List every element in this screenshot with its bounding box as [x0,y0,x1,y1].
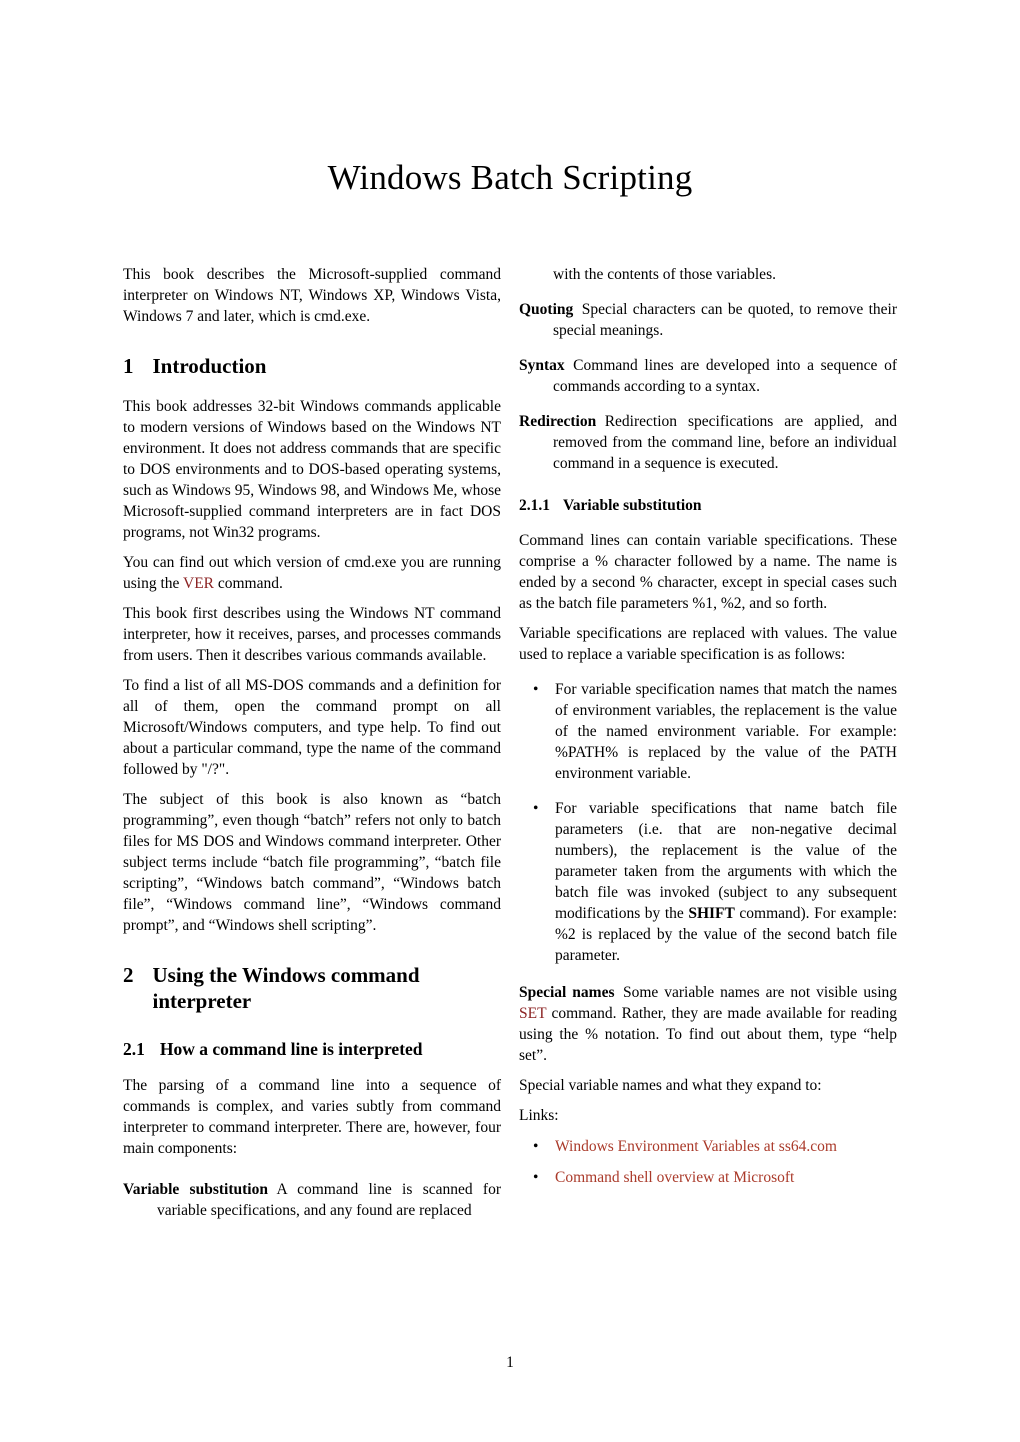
paragraph: This book first describes using the Windows NT command interpreter, how it receives, parses, and processes commands from users. Then it describes various commands available. [123,605,501,664]
subsection-title: How a command line is interpreted [159,1039,423,1059]
definition-term: Variable substitution [123,1181,268,1198]
paragraph: Links: [519,1107,559,1124]
definition-item-special-names [519,982,897,1066]
paragraph: This book addresses 32-bit Windows commands applicable to modern versions of Windows based on the Windows NT environment. It does not address commands that are specific to DOS environments and to DOS-based operating systems, such as Windows 95, Windows 98, and Windows Me, whose Microsoft-supplied command interpreters are in fact DOS programs, not Win32 programs. [123,398,501,541]
document-title: Windows Batch Scripting [327,158,693,197]
set-command-link[interactable]: SET [519,1005,547,1022]
bullet-icon: • [533,800,539,817]
definition-text: A command line is scanned for variable specifications, and any found are replaced [157,1181,501,1219]
section-heading-using-interpreter [123,962,501,1014]
bullet-icon: • [533,1169,539,1186]
paragraph: Command lines can contain variable specifications. These comprise a % character followed by a name. The name is ended by a second % character, except in special cases such as the batch file parameters %1, %2, and so forth. [519,532,897,612]
subsection-number: 2.1 [123,1039,145,1059]
ss64-environment-variables-link[interactable]: Windows Environment Variables at ss64.com [555,1138,837,1155]
bullet-icon: • [533,681,539,698]
definition-term: Syntax [519,357,565,374]
definition-term: Redirection [519,413,597,430]
definition-item-redirection [519,411,897,474]
paragraph: The parsing of a command line into a sequence of commands is complex, and varies subtly from command interpreter to command interpreter. There are, however, four main components: [123,1077,501,1157]
intro-paragraph: This book describes the Microsoft-supplied command interpreter on Windows NT, Windows XP, Windows Vista, Windows 7 and later, which is cmd.exe. [123,266,501,325]
paragraph: Special variable names and what they expand to: [519,1077,822,1094]
subsubsection-number: 2.1.1 [519,497,550,514]
section-number: 1 [123,354,134,378]
list-item [519,798,897,966]
bullet-text: For variable specification names that match the names of environment variables, the replacement is the value of the named environment variable. For example: %PATH% is replaced by the value of the PATH environment variable. [555,681,897,782]
paragraph [123,552,501,594]
list-item [519,1136,897,1157]
subsubsection-title: Variable substitution [563,497,702,514]
definition-text: command. Rather, they are made available for reading using the % notation. To find out about them, type “help set”. [519,1005,897,1064]
bullet-text-segment: command). For example: %2 is replaced by the value of the second batch file parameter. [555,905,897,964]
subsection-heading-command-line-interpreted [123,1038,501,1060]
section-heading-introduction [123,353,501,379]
shift-command-label: SHIFT [688,905,735,922]
definition-text: Command lines are developed into a sequence of commands according to a syntax. [553,357,897,395]
bullet-text [555,798,897,966]
paragraph-text: command. [214,575,283,592]
definition-term: Quoting [519,301,574,318]
section-title: Using the Windows command interpreter [152,963,420,1013]
bullet-text-segment: For variable specifications that name batch file parameters (i.e. that are non-negative decimal numbers), the replacement is the value of the parameter taken from the arguments with which the batch file was invoked (subject to any subsequent modifications by the [555,800,897,922]
paragraph: The subject of this book is also known as “batch programming”, even though “batch” refers not only to batch files for MS DOS and Windows command interpreter. Other subject terms include “batch file programming”, “batch file scripting”, “Windows batch command”, “Windows batch file”, “Windows command line”, “Windows command prompt”, and “Windows shell scripting”. [123,791,501,934]
page-number: 1 [506,1354,514,1371]
list-item [519,1167,897,1188]
subsubsection-heading-variable-substitution [519,496,897,516]
list-item [519,679,897,784]
definition-term: Special names [519,984,615,1001]
definition-text: Redirection specifications are applied, and removed from the command line, before an individual command in a sequence is executed. [553,413,897,472]
definition-item-variable-substitution [123,1179,501,1221]
definition-item-syntax [519,355,897,397]
definition-item-quoting [519,299,897,341]
section-title: Introduction [152,354,267,378]
definition-text: Special characters can be quoted, to remove their special meanings. [553,301,897,339]
paragraph: To find a list of all MS-DOS commands and a definition for all of them, open the command prompt on all Microsoft/Windows computers, and type help. To find out about a particular command, type the name of the command followed by "/?". [123,677,501,778]
microsoft-command-shell-overview-link[interactable]: Command shell overview at Microsoft [555,1169,795,1186]
ver-command-link[interactable]: VER [183,575,214,592]
left-column [123,264,501,1235]
bullet-icon: • [533,1138,539,1155]
definition-continuation: with the contents of those variables. [553,266,776,283]
two-column-layout [123,264,897,1235]
right-column [519,264,897,1235]
paragraph: Variable specifications are replaced with values. The value used to replace a variable specification is as follows: [519,625,897,663]
paragraph-text: You can find out which version of cmd.exe you are running using the [123,554,501,592]
definition-text: Some variable names are not visible using [623,984,897,1001]
section-number: 2 [123,963,134,987]
